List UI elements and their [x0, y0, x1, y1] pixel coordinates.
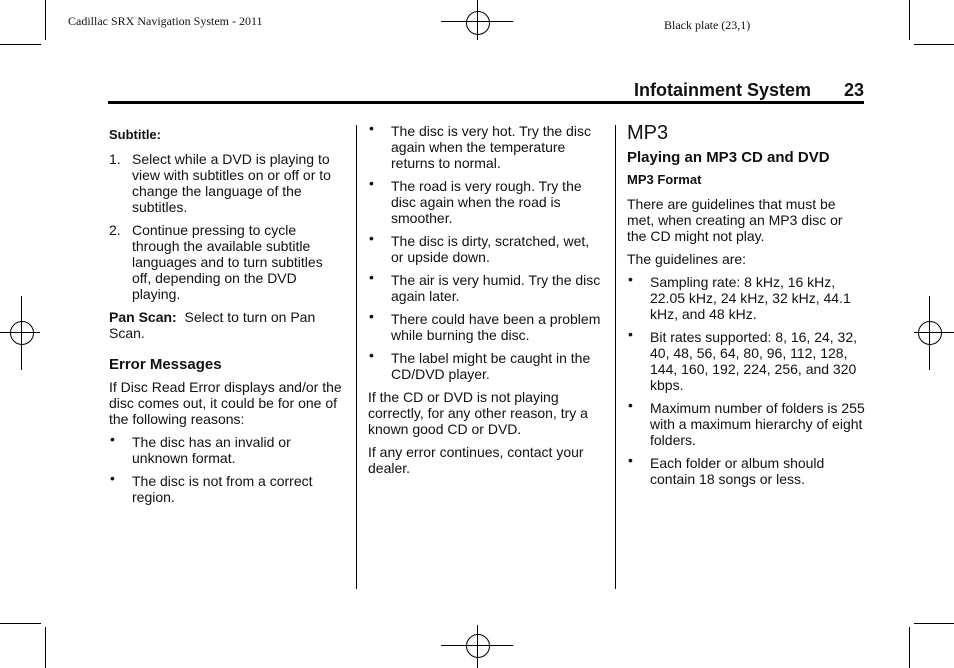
bullet-icon: • — [110, 431, 115, 447]
crop-mark — [909, 0, 910, 40]
column-2 — [368, 120, 604, 483]
print-meta-left: Cadillac SRX Navigation System - 2011 — [68, 14, 263, 28]
list-item — [368, 120, 604, 171]
bullet-text: Each folder or album should contain 18 songs or less. — [650, 455, 825, 487]
bullet-text: The disc is not from a correct region. — [132, 473, 313, 505]
error-messages-heading: Error Messages — [109, 356, 222, 373]
list-item — [627, 397, 865, 448]
paragraph: The guidelines are: — [627, 251, 747, 267]
bullet-icon: • — [369, 269, 374, 285]
paragraph: If the CD or DVD is not playing correctly, for any other reason, try a known good CD or DVD. — [368, 389, 588, 437]
list-item — [109, 222, 345, 302]
bullet-icon: • — [628, 326, 633, 342]
paragraph: If any error continues, contact your dealer. — [368, 444, 584, 476]
header-rule — [108, 101, 864, 104]
crop-mark — [45, 0, 46, 40]
bullet-text: The disc is dirty, scratched, wet, or upside down. — [391, 233, 590, 265]
bullet-text: Sampling rate: 8 kHz, 16 kHz, 22.05 kHz, 24 kHz, 32 kHz, 44.1 kHz, and 48 kHz. — [650, 274, 851, 322]
bullet-icon: • — [369, 230, 374, 246]
bullet-text: The air is very humid. Try the disc again later. — [391, 272, 601, 304]
bullet-icon: • — [369, 120, 374, 136]
paragraph: There are guidelines that must be met, when creating an MP3 disc or the CD might not play. — [627, 196, 843, 244]
column-1 — [109, 127, 345, 512]
column-divider — [615, 125, 616, 589]
list-item — [109, 470, 345, 505]
list-item — [627, 271, 865, 322]
page-number: 23 — [843, 80, 864, 100]
column-3 — [627, 122, 865, 494]
list-item — [368, 347, 604, 382]
list-item — [109, 431, 345, 466]
bullet-icon: • — [369, 347, 374, 363]
bullet-text: Maximum number of folders is 255 with a maximum hierarchy of eight folders. — [650, 400, 865, 448]
list-item — [368, 308, 604, 343]
print-meta-right: Black plate (23,1) — [664, 18, 751, 32]
step-text: Continue pressing to cycle through the available subtitle languages and to turn subtitles off, depending on the DVD playing. — [132, 222, 323, 302]
step-number: 1. — [109, 151, 121, 167]
section-title: Infotainment System — [633, 80, 811, 100]
bullet-text: The road is very rough. Try the disc again when the road is smoother. — [391, 178, 582, 226]
column-divider — [356, 125, 357, 589]
bullet-text: The label might be caught in the CD/DVD player. — [391, 350, 591, 382]
bullet-icon: • — [369, 175, 374, 191]
playing-mp3-heading: Playing an MP3 CD and DVD — [627, 149, 830, 166]
list-item — [109, 151, 345, 215]
bullet-text: There could have been a problem while burning the disc. — [391, 311, 601, 343]
crop-mark — [914, 44, 954, 45]
mp3-title: MP3 — [627, 122, 669, 144]
list-item — [627, 452, 865, 487]
step-text: Select while a DVD is playing to view with subtitles on or off or to change the language of the subtitles. — [132, 151, 331, 215]
page-header — [108, 80, 864, 102]
step-number: 2. — [109, 222, 121, 238]
error-intro: If Disc Read Error displays and/or the disc comes out, it could be for one of the following reasons: — [109, 379, 342, 427]
bullet-text: The disc has an invalid or unknown format. — [132, 434, 291, 466]
pan-scan-label: Pan Scan: — [109, 309, 177, 325]
subtitle-heading: Subtitle: — [109, 127, 161, 142]
bullet-icon: • — [110, 470, 115, 486]
bullet-icon: • — [628, 397, 633, 413]
crop-mark — [909, 627, 910, 668]
list-item — [368, 230, 604, 265]
pan-scan-text: Select to turn on Pan Scan. — [109, 309, 316, 341]
bullet-text: The disc is very hot. Try the disc again when the temperature returns to normal. — [391, 123, 591, 171]
bullet-icon: • — [628, 452, 633, 468]
list-item — [368, 269, 604, 304]
crop-mark — [0, 623, 41, 624]
mp3-format-heading: MP3 Format — [627, 172, 702, 187]
crop-mark — [45, 627, 46, 668]
crop-mark — [914, 623, 954, 624]
pan-scan-paragraph — [109, 309, 345, 341]
bullet-icon: • — [369, 308, 374, 324]
bullet-text: Bit rates supported: 8, 16, 24, 32, 40, 48, 56, 64, 80, 96, 112, 128, 144, 160, 192, 224, 256, and 320 kbps. — [650, 329, 858, 393]
list-item — [368, 175, 604, 226]
list-item — [627, 326, 865, 393]
crop-mark — [0, 44, 41, 45]
bullet-icon: • — [628, 271, 633, 287]
